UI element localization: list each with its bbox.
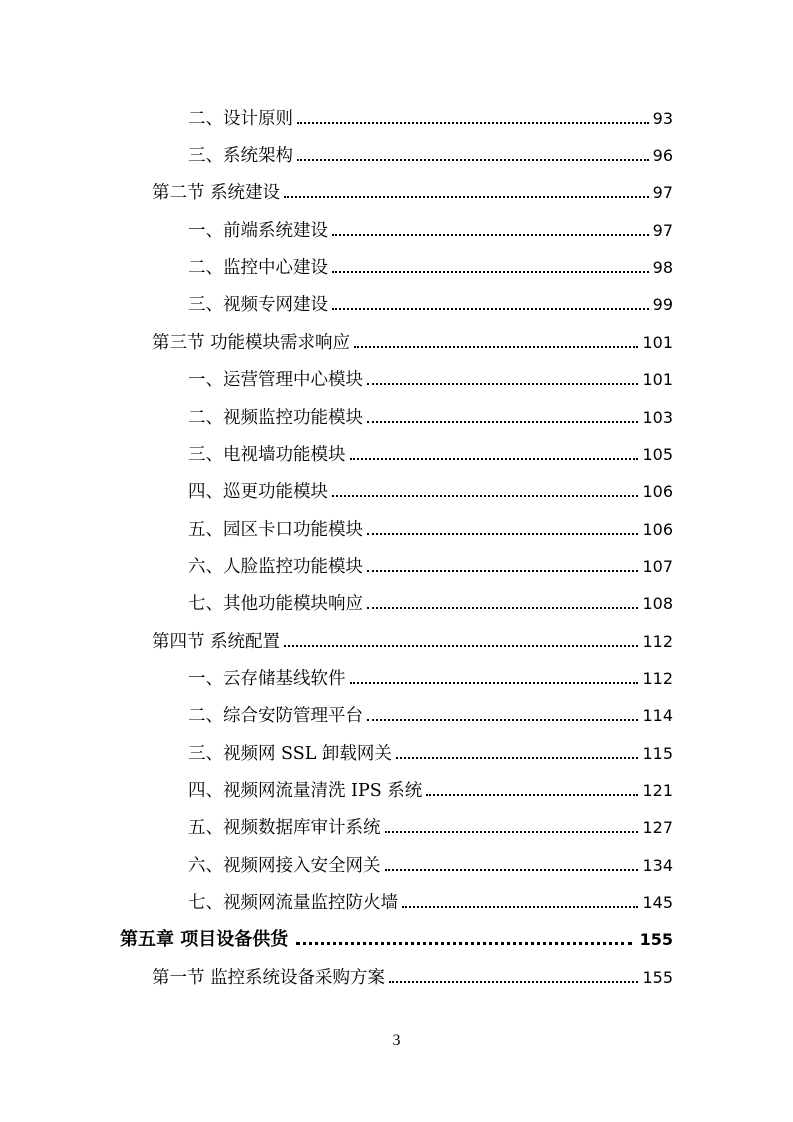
toc-entry-patrol-module[interactable]	[188, 479, 673, 505]
page-number: 3	[392, 1032, 401, 1049]
toc-entry-cloud-storage-software[interactable]	[188, 666, 673, 692]
toc-entry-title: 第五章 项目设备供货	[120, 929, 289, 950]
dot-leader	[367, 421, 638, 423]
toc-entry-database-audit-system[interactable]	[188, 815, 673, 841]
toc-entry-page: 97	[652, 221, 673, 240]
dot-leader	[332, 271, 649, 273]
toc-entry-title: 一、云存储基线软件	[188, 669, 346, 689]
dot-leader	[367, 719, 638, 721]
toc-entry-ssl-offload-gateway[interactable]	[188, 741, 673, 767]
dot-leader	[332, 308, 649, 310]
toc-entry-page: 98	[652, 258, 673, 277]
toc-entry-page: 127	[642, 818, 673, 837]
toc-entry-page: 97	[652, 183, 673, 202]
toc-entry-face-monitoring-module[interactable]	[188, 554, 673, 580]
toc-entry-video-private-network[interactable]	[188, 292, 673, 318]
toc-entry-title: 三、视频专网建设	[188, 295, 328, 315]
dot-leader	[402, 906, 638, 908]
toc-entry-chapter-5-section-1[interactable]	[152, 965, 673, 991]
dot-leader	[297, 159, 649, 161]
toc-entry-video-wall-module[interactable]	[188, 442, 673, 468]
toc-entry-title: 四、巡更功能模块	[188, 482, 328, 502]
toc-entry-title: 一、前端系统建设	[188, 221, 328, 241]
toc-entry-page: 112	[642, 632, 673, 651]
toc-entry-title: 三、电视墙功能模块	[188, 445, 346, 465]
toc-entry-access-security-gateway[interactable]	[188, 853, 673, 879]
toc-entry-page: 96	[652, 146, 673, 165]
dot-leader	[296, 942, 631, 945]
toc-entry-page: 115	[642, 744, 673, 763]
dot-leader	[297, 122, 649, 124]
toc-entry-other-modules-response[interactable]	[188, 591, 673, 617]
toc-entry-ips-system[interactable]	[188, 778, 673, 804]
toc-entry-section-3[interactable]	[152, 330, 673, 356]
toc-entry-chapter-5[interactable]	[120, 927, 673, 953]
toc-entry-title: 二、设计原则	[188, 109, 293, 129]
toc-entry-page: 134	[642, 856, 673, 875]
toc-entry-page: 112	[642, 669, 673, 688]
toc-entry-title: 五、园区卡口功能模块	[188, 520, 363, 540]
dot-leader	[367, 570, 638, 572]
toc-entry-title: 四、视频网流量清洗 IPS 系统	[188, 781, 423, 801]
toc-entry-title: 第二节 系统建设	[152, 183, 281, 203]
toc-entry-title: 一、运营管理中心模块	[188, 370, 363, 390]
toc-entry-page: 101	[642, 333, 673, 352]
dot-leader	[354, 346, 638, 348]
dot-leader	[385, 869, 639, 871]
toc-entry-page: 121	[642, 781, 673, 800]
toc-entry-title: 三、视频网 SSL 卸载网关	[188, 744, 392, 764]
toc-entry-design-principles[interactable]	[188, 106, 673, 132]
dot-leader	[332, 234, 649, 236]
toc-entry-security-management-platform[interactable]	[188, 703, 673, 729]
toc-entry-title: 二、视频监控功能模块	[188, 408, 363, 428]
toc-entry-title: 七、视频网流量监控防火墙	[188, 893, 398, 913]
toc-entry-section-2[interactable]	[152, 180, 673, 206]
toc-entry-title: 第一节 监控系统设备采购方案	[152, 968, 386, 988]
toc-entry-page: 145	[642, 893, 673, 912]
toc-entry-page: 105	[642, 445, 673, 464]
toc-entry-page: 114	[642, 706, 673, 725]
toc-entry-title: 六、视频网接入安全网关	[188, 856, 381, 876]
toc-entry-frontend-system[interactable]	[188, 218, 673, 244]
toc-entry-monitoring-center[interactable]	[188, 255, 673, 281]
toc-entry-page: 93	[652, 109, 673, 128]
toc-entry-page: 155	[642, 968, 673, 987]
toc-entry-system-architecture[interactable]	[188, 143, 673, 169]
dot-leader	[284, 196, 649, 198]
dot-leader	[396, 757, 639, 759]
toc-entry-page: 108	[642, 594, 673, 613]
toc-entry-title: 二、监控中心建设	[188, 258, 328, 278]
toc-entry-page: 99	[652, 295, 673, 314]
dot-leader	[350, 458, 639, 460]
toc-entry-traffic-firewall[interactable]	[188, 890, 673, 916]
dot-leader	[350, 682, 639, 684]
toc-entry-page: 106	[642, 520, 673, 539]
dot-leader	[284, 645, 638, 647]
dot-leader	[367, 607, 638, 609]
dot-leader	[426, 794, 638, 796]
toc-entry-page: 107	[642, 557, 673, 576]
toc-entry-page: 103	[642, 408, 673, 427]
toc-entry-operations-center-module[interactable]	[188, 367, 673, 393]
toc-entry-title: 第三节 功能模块需求响应	[152, 333, 351, 353]
toc-entry-park-checkpoint-module[interactable]	[188, 517, 673, 543]
toc-entry-video-monitoring-module[interactable]	[188, 405, 673, 431]
toc-entry-page: 101	[642, 370, 673, 389]
toc-entry-page: 106	[642, 482, 673, 501]
toc-entry-title: 五、视频数据库审计系统	[188, 818, 381, 838]
toc-entry-page: 155	[639, 930, 673, 949]
dot-leader	[389, 981, 638, 983]
dot-leader	[367, 533, 638, 535]
toc-entry-title: 二、综合安防管理平台	[188, 706, 363, 726]
dot-leader	[367, 383, 638, 385]
dot-leader	[332, 495, 638, 497]
toc-entry-title: 三、系统架构	[188, 146, 293, 166]
dot-leader	[385, 831, 639, 833]
toc-entry-title: 六、人脸监控功能模块	[188, 557, 363, 577]
toc-entry-section-4[interactable]	[152, 629, 673, 655]
toc-entry-title: 第四节 系统配置	[152, 632, 281, 652]
toc-entry-title: 七、其他功能模块响应	[188, 594, 363, 614]
